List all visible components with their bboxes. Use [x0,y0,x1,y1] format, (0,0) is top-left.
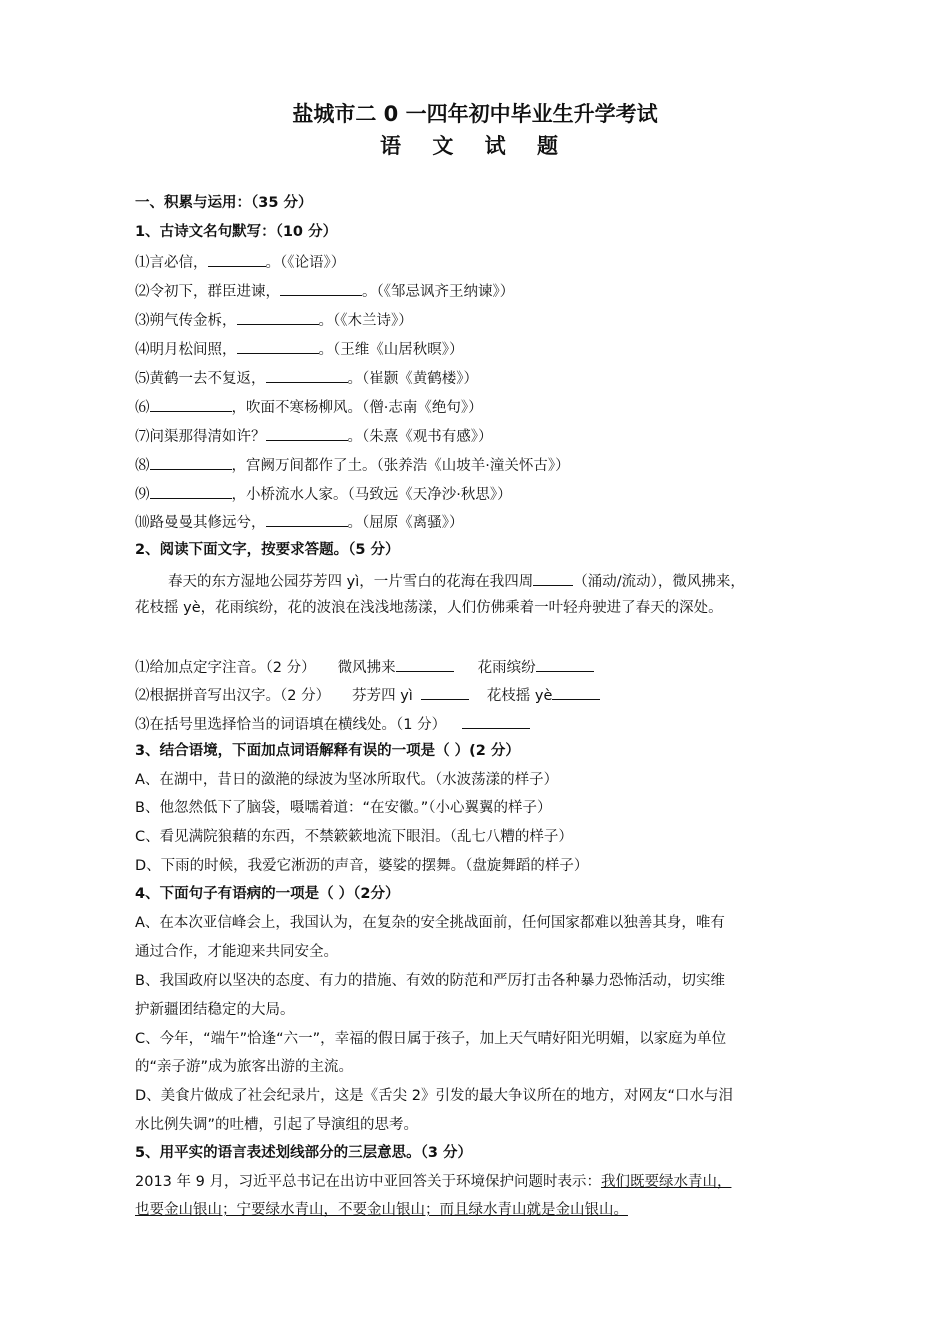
answer-blank[interactable] [536,656,594,672]
q4-option-b-line-1: B、我国政府以坚决的态度、有力的措施、有效的防范和严厉打击各种暴力恐怖活动，切实维 [135,973,725,989]
q1-item-9: ⑼ ，小桥流水人家。（马致远《天净沙·秋思》） [135,483,512,505]
q5-text-line-2: 也要金山银山；宁要绿水青山，不要金山银山；而且绿水青山就是金山银山。 [135,1202,628,1218]
q4-option-d-line-2: 水比例失调”的吐槽，引起了导演组的思考。 [135,1117,419,1133]
answer-blank[interactable] [266,511,348,527]
q1-item-2: ⑵令初下，群臣进谏， 。（《邹忌讽齐王纳谏》） [135,280,514,302]
q3-option-b: B、他忽然低下了脑袋，嗫嚅着道：“在安徽。”（小心翼翼的样子） [135,800,552,816]
q5-text-line-1: 2013 年 9 月，习近平总书记在出访中亚回答关于环境保护问题时表示：我们既要绿水青山， [135,1174,732,1190]
q3-option-d: D、下雨的时候，我爱它淅沥的声音，婆娑的摆舞。（盘旋舞蹈的样子） [135,858,589,874]
q4-option-a-line-1: A、在本次亚信峰会上，我国认为，在复杂的安全挑战面前，任何国家都难以独善其身，唯有 [135,915,725,931]
answer-blank[interactable] [150,483,232,499]
answer-blank[interactable] [396,656,454,672]
question-1-heading: 1、古诗文名句默写：（10 分） [135,224,338,240]
q2-sub-2: ⑵根据拼音写出汉字。（2 分） 芬芳四 yì 花枝摇 yè [135,684,600,706]
answer-blank[interactable] [237,309,319,325]
exam-title: 盐城市二 0 一四年初中毕业生升学考试 [292,102,658,126]
answer-blank[interactable] [150,396,232,412]
q4-option-b-line-2: 护新疆团结稳定的大局。 [135,1002,295,1018]
q3-option-a: A、在湖中，昔日的潋滟的绿波为坚冰所取代。（水波荡漾的样子） [135,772,559,788]
q1-item-8: ⑻ ，宫阙万间都作了土。（张养浩《山坡羊·潼关怀古》） [135,454,570,476]
answer-blank[interactable] [150,454,232,470]
answer-blank[interactable] [462,713,530,729]
q2-passage-line-2: 花枝摇 yè，花雨缤纷，花的波浪在浅浅地荡漾，人们仿佛乘着一叶轻舟驶进了春天的深处。 [135,600,723,616]
q1-item-7: ⑺问渠那得清如许？ 。（朱熹《观书有感》） [135,425,493,447]
q1-item-5: ⑸黄鹤一去不复返， 。（崔颢《黄鹤楼》） [135,367,478,389]
answer-blank[interactable] [266,367,348,383]
q4-option-a-line-2: 通过合作，才能迎来共同安全。 [135,944,338,960]
q4-option-c-line-1: C、今年，“端午”恰逢“六一”，幸福的假日属于孩子，加上天气晴好阳光明媚，以家庭为单位 [135,1031,727,1047]
answer-blank[interactable] [533,570,573,586]
underlined-text: 我们既要绿水青山， [600,1174,732,1190]
exam-subtitle: 语 文 试 题 [380,134,570,158]
question-5-heading: 5、用平实的语言表述划线部分的三层意思。（3 分） [135,1145,472,1161]
question-2-heading: 2、阅读下面文字，按要求答题。（5 分） [135,542,400,558]
q3-option-c: C、看见满院狼藉的东西，不禁簌簌地流下眼泪。（乱七八糟的样子） [135,829,573,845]
q2-sub-3: ⑶在括号里选择恰当的词语填在横线处。（1 分） [135,713,530,735]
answer-blank[interactable] [266,425,348,441]
q1-item-10: ⑽路曼曼其修远兮， 。（屈原《离骚》） [135,511,464,533]
q1-item-6: ⑹ ，吹面不寒杨柳风。（僧·志南《绝句》） [135,396,483,418]
q4-option-c-line-2: 的“亲子游”成为旅客出游的主流。 [135,1059,354,1075]
answer-blank[interactable] [280,280,362,296]
q1-item-1: ⑴言必信， 。（《论语》） [135,251,345,273]
q2-passage-line-1: 春天的东方湿地公园芬芳四 yì，一片雪白的花海在我四周 （涌动/流动），微风拂来， [168,570,745,592]
answer-blank[interactable] [552,684,600,700]
question-3-heading: 3、结合语境，下面加点词语解释有误的一项是（ ）(2 分） [135,743,520,759]
q2-sub-1: ⑴给加点定字注音。（2 分） 微风拂来 花雨缤纷 [135,656,594,678]
answer-blank[interactable] [421,684,469,700]
q4-option-d-line-1: D、美食片做成了社会纪录片，这是《舌尖 2》引发的最大争议所在的地方，对网友“口水与泪 [135,1088,734,1104]
question-4-heading: 4、下面句子有语病的一项是（ ）（2分） [135,886,400,902]
q1-item-3: ⑶朔气传金柝， 。（《木兰诗》） [135,309,413,331]
answer-blank[interactable] [208,251,266,267]
answer-blank[interactable] [237,338,319,354]
section-heading: 一、积累与运用：（35 分） [135,195,313,211]
q1-item-4: ⑷明月松间照， 。（王维《山居秋暝》） [135,338,464,360]
